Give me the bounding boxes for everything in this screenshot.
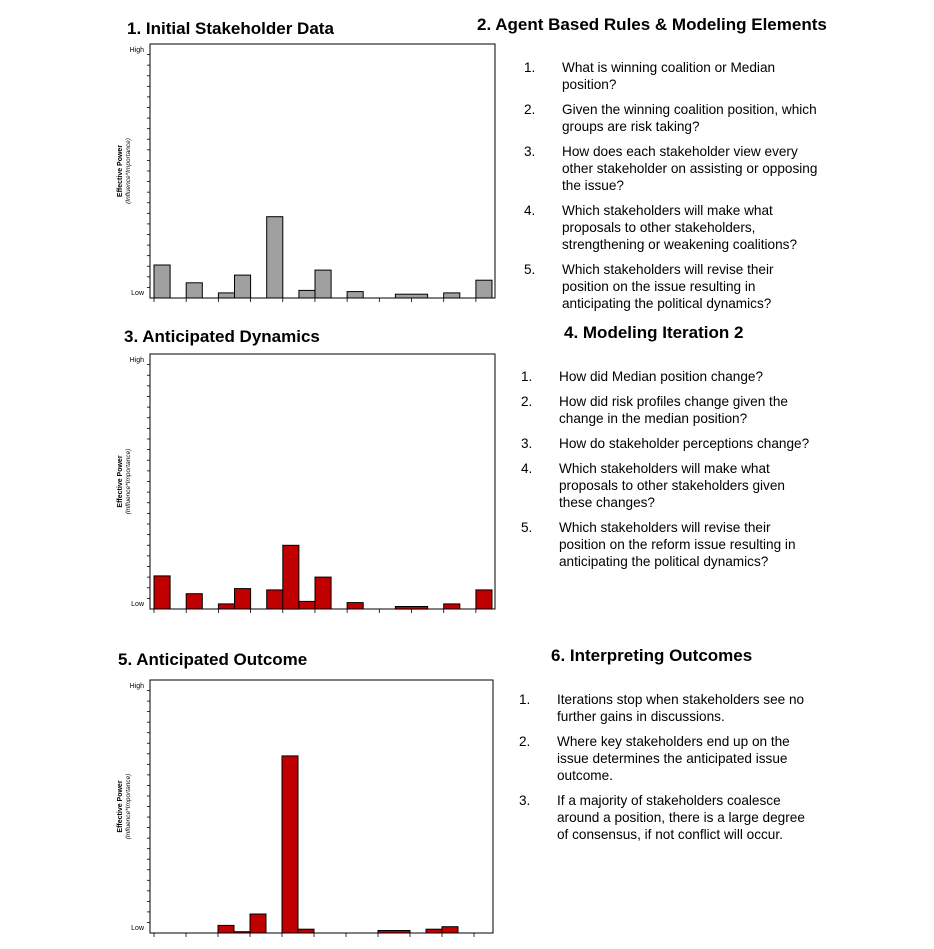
bar	[154, 265, 170, 298]
y-axis-label: Effective Power	[117, 455, 124, 508]
list-item-number: 3.	[524, 144, 536, 159]
bar	[234, 932, 250, 933]
y-tick-label-high: High	[129, 47, 144, 54]
section-title-anticipated-dynamics: 3. Anticipated Dynamics	[124, 327, 320, 346]
list-item-number: 2.	[519, 734, 531, 749]
section-title-initial-data: 1. Initial Stakeholder Data	[127, 19, 334, 38]
list-item-text: Given the winning coalition position, which groups are risk taking?	[562, 102, 817, 134]
y-tick-label-low: Low	[131, 601, 144, 608]
list-item-text: Which stakeholders will revise their position on the issue resulting in anticipating the political dynamics?	[562, 262, 774, 311]
bar	[476, 590, 492, 609]
section-title-anticipated-outcome: 5. Anticipated Outcome	[118, 650, 308, 669]
y-axis-label: Effective Power	[117, 144, 124, 198]
bar	[442, 927, 458, 933]
interpreting-outcomes-list	[519, 691, 819, 851]
list-item	[524, 59, 824, 93]
y-axis-sublabel: (Influence*Importance)	[125, 138, 132, 204]
bar	[476, 280, 492, 298]
y-tick-label-high: High	[129, 683, 144, 690]
bar-chart	[117, 680, 493, 937]
y-axis-label: Effective Power	[117, 780, 124, 833]
list-item-text: Which stakeholders will revise their position on the reform issue resulting in anticipating the political dynamics?	[559, 520, 796, 569]
section-title-interpreting-outcomes: 6. Interpreting Outcomes	[551, 646, 753, 665]
section-title-modeling-iteration: 4. Modeling Iteration 2	[564, 323, 744, 342]
modeling-iteration-list	[521, 368, 821, 578]
list-item-number: 2.	[521, 394, 533, 409]
agent-rules-list	[524, 59, 824, 320]
bar	[235, 589, 251, 609]
bar	[299, 601, 315, 609]
list-item-text: Which stakeholders will make what proposals to other stakeholders given these changes?	[559, 461, 785, 510]
list-item	[521, 393, 821, 427]
bar-chart	[117, 354, 495, 613]
bar	[347, 292, 363, 298]
bar	[186, 283, 202, 298]
plot-frame	[150, 354, 495, 609]
bar	[315, 577, 331, 609]
bar	[444, 604, 460, 609]
bar	[218, 925, 234, 933]
bar	[250, 914, 266, 933]
list-item-number: 2.	[524, 102, 536, 117]
list-item-number: 3.	[521, 436, 533, 451]
bar	[218, 604, 234, 609]
list-item-number: 5.	[524, 262, 536, 277]
bar	[395, 294, 427, 298]
y-tick-label-high: High	[129, 357, 144, 364]
list-item	[521, 460, 821, 511]
list-item	[519, 792, 819, 843]
list-item-text: How does each stakeholder view every other stakeholder on assisting or opposing the issue?	[562, 144, 818, 193]
list-item-number: 1.	[521, 369, 533, 384]
bar	[426, 929, 442, 933]
list-item-number: 4.	[524, 203, 536, 218]
list-item-number: 1.	[519, 692, 531, 707]
bar	[378, 931, 410, 934]
list-item-text: How do stakeholder perceptions change?	[559, 436, 810, 451]
plot-frame	[150, 44, 495, 298]
bar	[347, 603, 363, 609]
list-item	[524, 143, 824, 194]
y-axis-sublabel: (Influence*Importance)	[125, 448, 132, 515]
bar	[267, 217, 283, 298]
list-item	[524, 101, 824, 135]
bar	[218, 293, 234, 298]
plot-frame	[150, 680, 493, 933]
y-axis-sublabel: (Influence*Importance)	[125, 773, 132, 840]
list-item	[524, 202, 824, 253]
bar	[395, 607, 427, 610]
list-item-number: 4.	[521, 461, 533, 476]
bar-chart	[117, 44, 495, 302]
list-item	[521, 435, 821, 452]
bar	[444, 293, 460, 298]
bar	[315, 270, 331, 298]
list-item-text: How did Median position change?	[559, 369, 764, 384]
bar	[235, 275, 251, 298]
list-item-text: How did risk profiles change given the change in the median position?	[559, 394, 788, 426]
y-tick-label-low: Low	[131, 925, 144, 932]
y-tick-label-low: Low	[131, 290, 144, 297]
list-item	[519, 691, 819, 725]
bar	[186, 594, 202, 609]
list-item	[519, 733, 819, 784]
bar	[267, 590, 283, 609]
list-item	[521, 368, 821, 385]
bar	[283, 545, 299, 609]
list-item-text: What is winning coalition or Median position?	[562, 60, 776, 92]
list-item-number: 3.	[519, 793, 531, 808]
list-item-number: 1.	[524, 60, 536, 75]
bar	[282, 756, 298, 933]
list-item-text: Which stakeholders will make what proposals to other stakeholders, strengthening or weakening coalitions?	[562, 203, 798, 252]
list-item	[521, 519, 821, 570]
list-item	[524, 261, 824, 312]
list-item-text: If a majority of stakeholders coalesce around a position, there is a large degree of consensus, if not conflict will occur.	[557, 793, 805, 842]
bar	[299, 290, 315, 298]
list-item-text: Where key stakeholders end up on the issue determines the anticipated issue outcome.	[557, 734, 790, 783]
bar	[298, 929, 314, 933]
list-item-number: 5.	[521, 520, 533, 535]
list-item-text: Iterations stop when stakeholders see no further gains in discussions.	[557, 692, 805, 724]
section-title-agent-rules: 2. Agent Based Rules & Modeling Elements	[477, 15, 827, 34]
bar	[154, 576, 170, 609]
